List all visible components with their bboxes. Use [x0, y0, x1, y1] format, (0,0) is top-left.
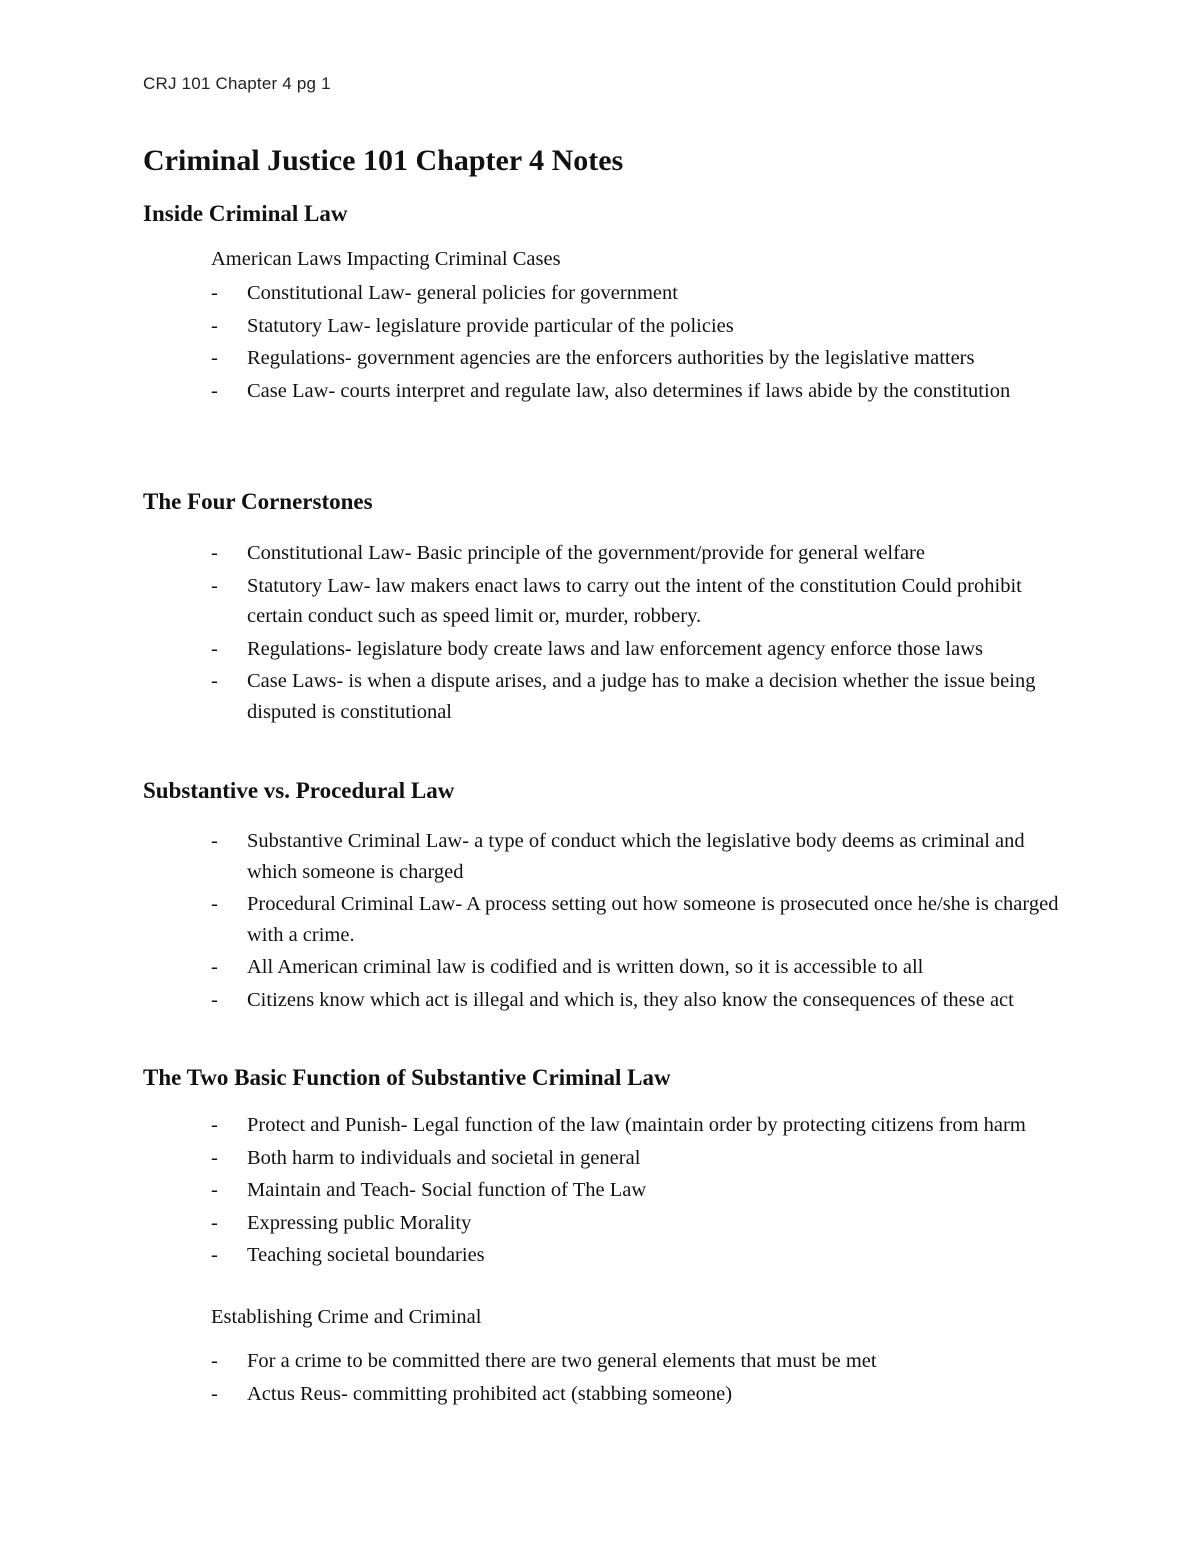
list-item-text: Constitutional Law- Basic principle of the government/provide for general welfare [247, 542, 925, 564]
list-item-text: Citizens know which act is illegal and which is, they also know the consequences of these act [247, 988, 1014, 1011]
list-item-text: Teaching societal boundaries [247, 1244, 485, 1266]
list-item-text: Procedural Criminal Law- A process setting out how someone is prosecuted once he/she is charged with a crime. [247, 893, 1059, 946]
document-title: Criminal Justice 101 Chapter 4 Notes [143, 144, 624, 177]
list-item [211, 889, 1071, 950]
list-item [211, 1346, 1071, 1377]
bullet-list-four-cornerstones [211, 538, 1071, 729]
list-item-text: All American criminal law is codified and is written down, so it is accessible to all [247, 956, 924, 978]
list-item-text: Expressing public Morality [247, 1211, 472, 1234]
list-item-text: Constitutional Law- general policies for government [247, 282, 678, 304]
bullet-list-substantive-vs-procedural [211, 826, 1071, 1017]
bullet-dash: - [211, 1179, 218, 1201]
bullet-dash: - [211, 282, 218, 304]
list-item [211, 1208, 1071, 1239]
section-heading-two-basic-functions: The Two Basic Function of Substantive Criminal Law [143, 1065, 671, 1090]
list-item [211, 1175, 1071, 1206]
bullet-dash: - [211, 574, 218, 597]
section-intro-american-laws: American Laws Impacting Criminal Cases [211, 248, 561, 270]
list-item [211, 1240, 1071, 1271]
list-item-text: Case Law- courts interpret and regulate law, also determines if laws abide by the constitution [247, 379, 1011, 402]
list-item-text: Actus Reus- committing prohibited act (stabbing someone) [247, 1382, 733, 1405]
subheading-establishing-crime: Establishing Crime and Criminal [211, 1306, 482, 1328]
list-item [211, 538, 1071, 569]
bullet-dash: - [211, 1114, 218, 1136]
list-item [211, 343, 1071, 374]
list-item-text: For a crime to be committed there are two general elements that must be met [247, 1350, 877, 1372]
list-item [211, 634, 1071, 665]
section-heading-substantive-vs-procedural: Substantive vs. Procedural Law [143, 778, 455, 803]
bullet-dash: - [211, 637, 218, 660]
section-heading-inside-criminal-law: Inside Criminal Law [143, 201, 348, 226]
list-item [211, 1379, 1071, 1410]
section-heading-four-cornerstones: The Four Cornerstones [143, 489, 373, 514]
list-item-text: Regulations- government agencies are the enforcers authorities by the legislative matters [247, 347, 975, 369]
bullet-dash: - [211, 1382, 218, 1405]
list-item-text: Both harm to individuals and societal in general [247, 1146, 641, 1169]
running-header: CRJ 101 Chapter 4 pg 1 [143, 74, 331, 93]
bullet-dash: - [211, 988, 218, 1011]
bullet-dash: - [211, 347, 218, 369]
list-item [211, 1143, 1071, 1174]
bullet-dash: - [211, 670, 218, 692]
bullet-list-establishing-crime [211, 1346, 1071, 1411]
list-item-text: Maintain and Teach- Social function of The Law [247, 1179, 647, 1201]
bullet-dash: - [211, 830, 218, 852]
bullet-dash: - [211, 1350, 218, 1372]
bullet-dash: - [211, 1244, 218, 1266]
list-item-text: Case Laws- is when a dispute arises, and a judge has to make a decision whether the issue being disputed is constitutional [247, 670, 1036, 723]
bullet-dash: - [211, 379, 218, 402]
bullet-dash: - [211, 893, 218, 915]
list-item-text: Substantive Criminal Law- a type of conduct which the legislative body deems as criminal and which someone is charged [247, 830, 1025, 883]
list-item [211, 278, 1071, 309]
list-item-text: Statutory Law- law makers enact laws to carry out the intent of the constitution Could prohibit certain conduct such as speed limit or, murder, robbery. [247, 574, 1022, 627]
list-item-text: Statutory Law- legislature provide particular of the policies [247, 314, 734, 337]
list-item [211, 571, 1071, 632]
list-item [211, 985, 1071, 1016]
bullet-list-inside-criminal-law [211, 278, 1071, 408]
list-item [211, 311, 1071, 342]
bullet-dash: - [211, 314, 218, 337]
list-item [211, 1110, 1071, 1141]
bullet-dash: - [211, 1146, 218, 1169]
bullet-list-two-basic-functions [211, 1110, 1071, 1273]
list-item [211, 376, 1071, 407]
bullet-dash: - [211, 542, 218, 564]
bullet-dash: - [211, 956, 218, 978]
bullet-dash: - [211, 1211, 218, 1234]
list-item-text: Regulations- legislature body create laws and law enforcement agency enforce those laws [247, 637, 983, 660]
list-item [211, 826, 1071, 887]
list-item-text: Protect and Punish- Legal function of the law (maintain order by protecting citizens from harm [247, 1114, 1026, 1136]
list-item [211, 952, 1071, 983]
list-item [211, 666, 1071, 727]
